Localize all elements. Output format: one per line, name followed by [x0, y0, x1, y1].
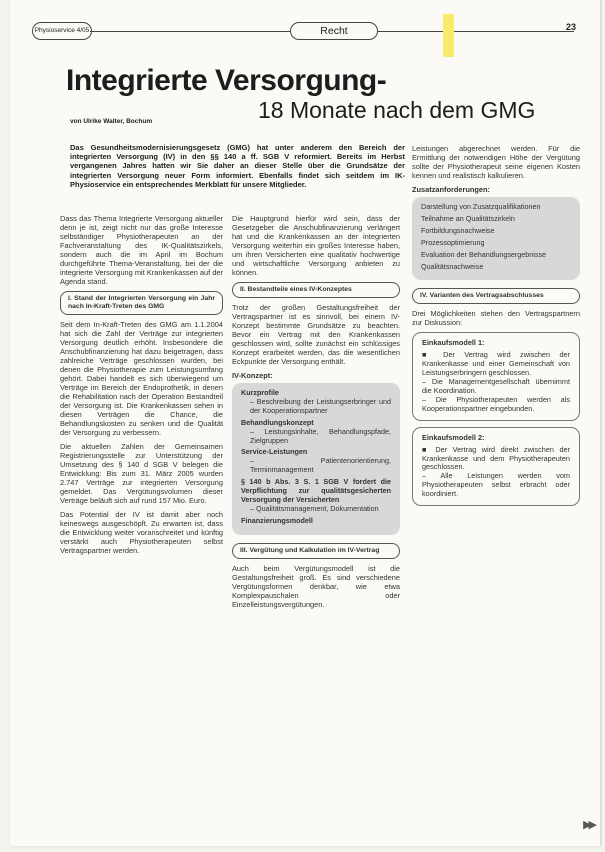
model-item: ■ Der Vertrag wird direkt zwischen der Krankenkasse und dem Physiotherapeuten geschlossen. — [422, 444, 570, 472]
box-item — [241, 419, 391, 446]
paragraph: Leistungen abgerechnet werden. Für die Ermittlung der notwendigen Höhe der Vergütung sollte der Physiotherapeut seine eigenen Kosten kennen und realistisch kalkulieren. — [412, 144, 580, 180]
box-item-title: Behandlungskonzept — [241, 417, 314, 427]
model-item: ■ Der Vertrag wird zwischen der Krankenkasse und einer Gemeinschaft von Leistungserbringern geschlossen. — [422, 350, 570, 378]
magazine-page — [10, 0, 600, 846]
column-1 — [60, 214, 223, 560]
sticky-note-tab — [443, 14, 454, 57]
box-item-detail: – Beschreibung der Leistungserbringer und der Kooperationspartner — [250, 396, 391, 415]
box-item — [241, 448, 391, 475]
box-item: Fortbildungsnachweise — [421, 225, 495, 235]
box-title: IV-Konzept: — [232, 371, 273, 380]
box-item-title: § 140 b Abs. 3 S. 1 SGB V fordert die Verpflichtung zur qualitätsgesicherten Versorgung der Versicherten — [241, 477, 391, 504]
paragraph: Dass das Thema Integrierte Versorgung aktueller denn je ist, zeigt nicht nur das große Interesse selbständiger Physiotherapeuten an der Fachveranstaltung des IK-Qualitätszirkels, sondern auch die im April im Bochum durchgeführte Thema-Veranstaltung, bei der die integrierte Versorgung mit Krankenkassen auf der Agenda stand. — [60, 214, 223, 286]
section-heading-3: III. Vergütung und Kalkulation im IV-Vertrag — [232, 543, 400, 559]
box-item — [241, 517, 391, 526]
paragraph: Auch beim Vergütungsmodell ist die Gestaltungsfreiheit groß. Es sind verschiedene Vergütungsformen denkbar, wie etwa Komplexpauschalen oder Einzelleistungsvergütungen. — [232, 563, 400, 609]
box-item: Teilnahme an Qualitätszirkeln — [421, 213, 515, 223]
model-title: Einkaufsmodell 2: — [422, 432, 485, 442]
section-heading-4: IV. Varianten des Vertragsabschlusses — [412, 288, 580, 304]
paragraph: Drei Möglichkeiten stehen den Vertragspartnern zur Diskussion: — [412, 309, 580, 328]
section-badge: Recht — [290, 22, 378, 40]
model-item: – Die Physiotherapeuten werden als Kooperationspartner eingebunden. — [422, 394, 570, 413]
issue-badge: Physioservice 4/05 — [32, 22, 92, 40]
box-item-title: Kurzprofile — [241, 388, 279, 397]
paragraph: Die Hauptgrund hierfür wird sein, dass der Gesetzgeber die Anschubfinanzierung verlängert hat und die Krankenkassen an der integrierten Versorgung weiterhin ein großes Interesse haben, um ihren Versicherten eine qualitativ hochwertige und wirtschaftliche Versorgung anbieten zu können. — [232, 214, 400, 277]
model-title: Einkaufsmodell 1: — [422, 338, 485, 348]
box-item-title: Finanzierungsmodell — [241, 515, 313, 525]
box-item — [241, 478, 391, 514]
article-title: Integrierte Versorgung- — [66, 64, 387, 97]
article-lead: Das Gesundheitsmodernisierungsgesetz (GMG) hat unter anderem den Bereich der integrierten Versorgung (IV) in den §§ 140 a ff. SGB V reformiert. Bereits im Herbst vergangenen Jahres hatten wir Sie daher an dieser Stelle über die Grundsätze der integrierten Versorgung neuer Form informiert. Ebenfalls findet sich seitdem im IK-Physioservice ein entsprechendes Merkblatt für unsere Mitglieder. — [70, 143, 405, 189]
model-item: – Die Managementgesellschaft übernimmt die Koordination. — [422, 377, 570, 395]
column-3 — [412, 144, 580, 506]
paragraph: Trotz der großen Gestaltungsfreiheit der Vertragspartner ist es sinnvoll, bei einem IV-Konzept bestimmte Grundsätze zu beachten. Bevor ein Vertrag mit den Krankenkassen geschlossen wird, sollte zunächst ein schlüssiges Konzept erarbeitet werden, das die wesentlichen Eckpunkte der Versorgung enthält. — [232, 303, 400, 366]
continue-arrows-icon: ▶▶ — [583, 819, 594, 831]
column-2 — [232, 214, 400, 614]
box-item: Prozessoptimierung — [421, 237, 485, 247]
paragraph: Die aktuellen Zahlen der Gemeinsamen Registrierungsstelle zur Unterstützung der Umsetzung des § 140 d SGB V belegen die Entwicklung: Bis zum 31. März 2005 wurden 2.747 Verträge zur integrierten Versorgung gemeldet. Das Vergütungsvolumen dieser Verträge beläuft sich auf rund 157 Mio. Euro. — [60, 442, 223, 505]
article-subtitle: 18 Monate nach dem GMG — [258, 97, 536, 123]
box-item: Evaluation der Behandlungsergebnisse — [421, 249, 547, 259]
box-item-detail: – Patientenorientierung, Terminmanagement — [250, 456, 391, 475]
box-title: Zusatzanforderungen: — [412, 185, 491, 194]
box-item: Darstellung von Zusatzqualifikationen — [421, 202, 541, 211]
model-box-1 — [412, 332, 580, 420]
article-author: von Ulrike Walter, Bochum — [70, 118, 153, 125]
box-item-detail: – Qualitätsmanagement, Dokumentation — [250, 503, 379, 513]
paragraph: Das Potential der IV ist damit aber noch keineswegs ausgeschöpft. Zu erwarten ist, dass die Entwicklung weiter voranschreitet und künftig verstärkt auch Physiotherapeuten selbst Vertragspartner werden. — [60, 510, 223, 555]
section-heading-2: II. Bestandteile eines IV-Konzeptes — [232, 282, 400, 298]
page-number: 23 — [565, 22, 576, 32]
box-item: Qualitätsnachweise — [421, 261, 484, 271]
section-heading-1: I. Stand der Integrierten Versorgung ein Jahr nach In-Kraft-Treten des GMG — [60, 291, 223, 315]
box-item-title: Service-Leistungen — [241, 447, 308, 457]
model-item: – Alle Leistungen werden vom Physiotherapeuten selbst erbracht oder koordiniert. — [422, 471, 570, 499]
requirements-box — [412, 197, 580, 280]
paragraph: Seit dem In-Kraft-Treten des GMG am 1.1.2004 hat sich die Zahl der Verträge zur integrierten Versorgung deutlich erhöht. Insbesondere die Anschubfinanzierung hat dazu beigetragen, dass zahlreiche Verträge geschlossen wurden, bei denen die Physiotherapie zum Leistungsumfang gehört. Dabei handelt es sich überwiegend um Verträge im Bereich der Endoprothetik, in denen die Rehabilitation nach der Operation Bestandteil der Versorgung ist. Die Krankenkassen sehen in diesen Verträgen die Chance, die Behandlungskosten zu senken und die Qualität der Versorgung zu verbessern. — [60, 320, 223, 437]
model-box-2 — [412, 427, 580, 506]
iv-concept-box — [232, 383, 400, 535]
box-item-detail: – Leistungsinhalte, Behandlungspfade, Zielgruppen — [250, 426, 391, 445]
box-item — [241, 389, 391, 416]
